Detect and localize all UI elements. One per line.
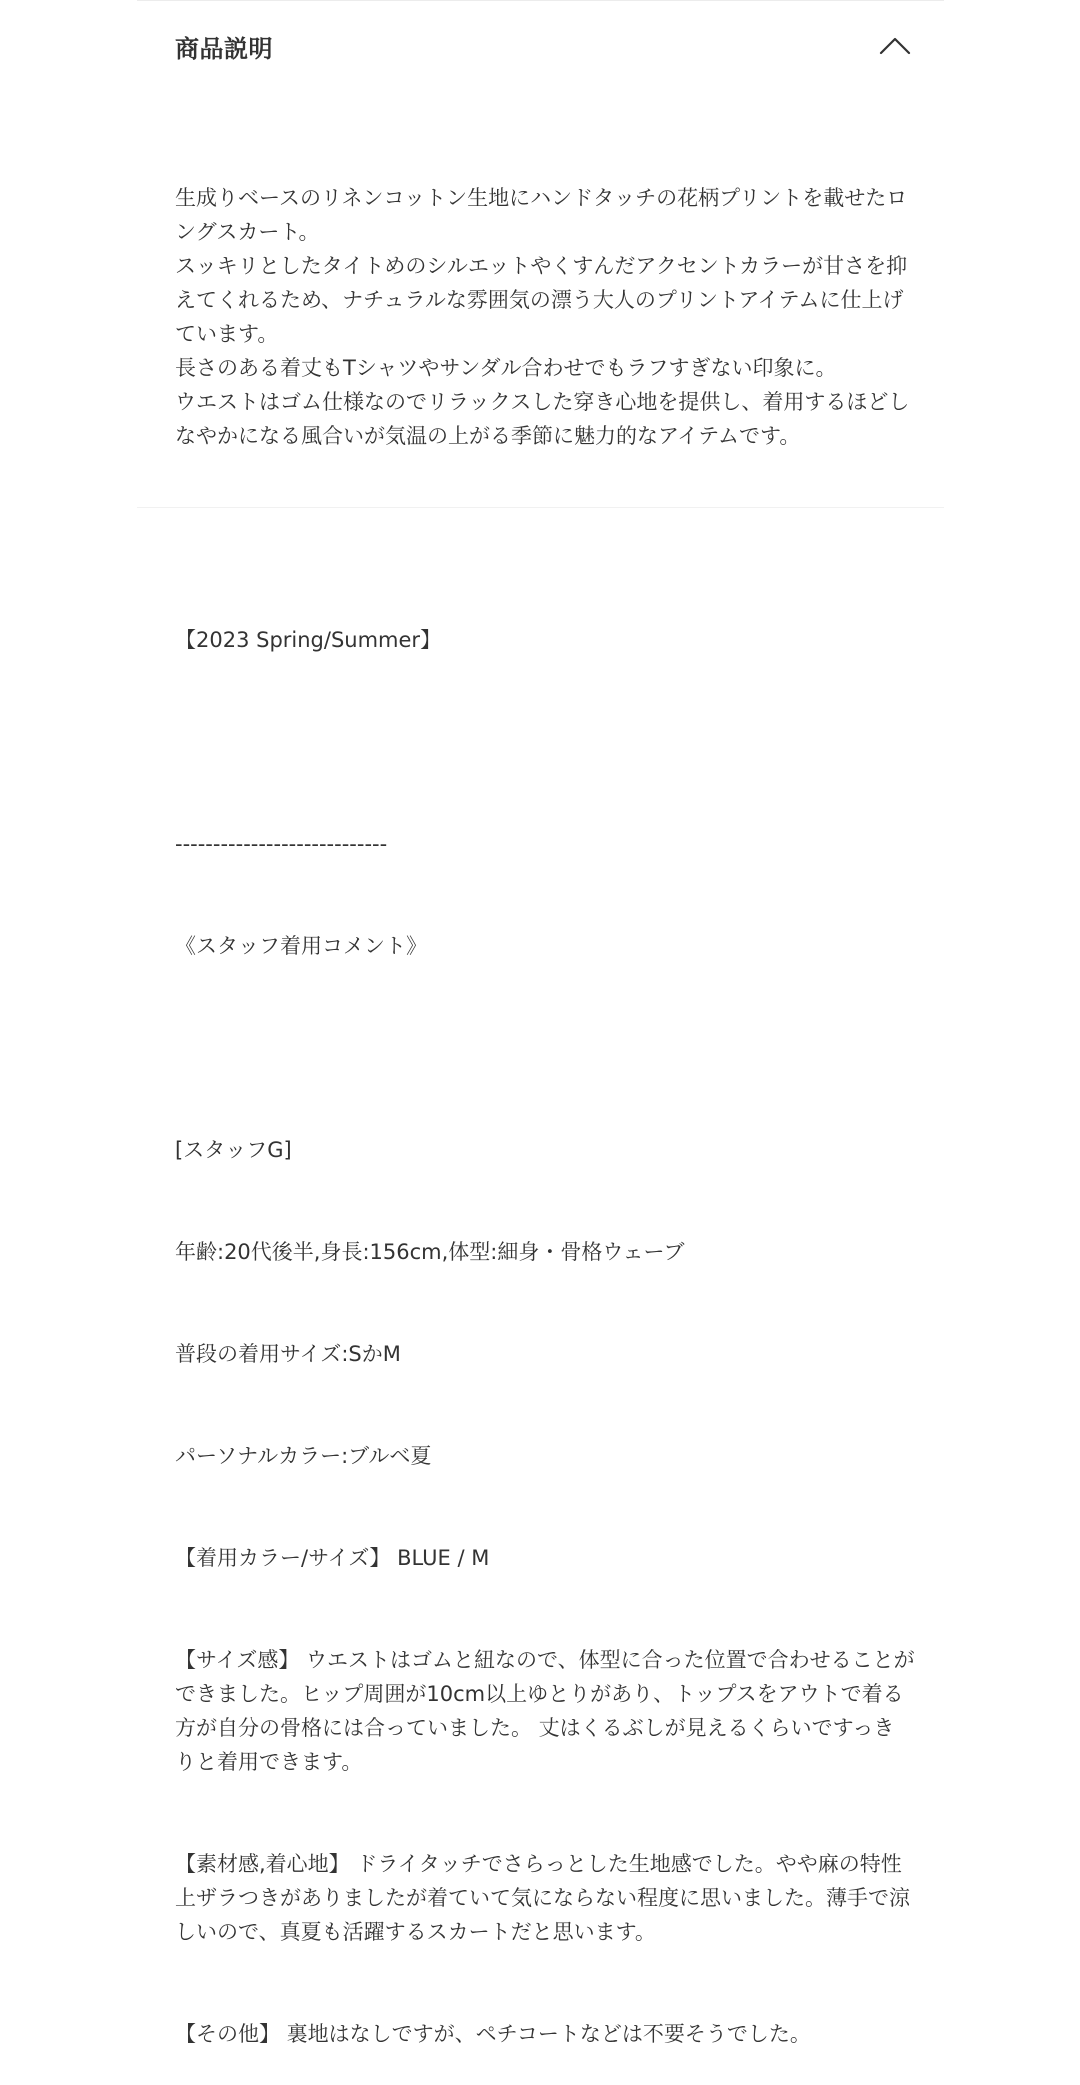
worn-color-size: 【着用カラー/サイズ】 BLUE / M — [175, 1546, 490, 1570]
staff-comment-heading: 《スタッフ着用コメント》 — [175, 934, 427, 958]
description-body — [175, 113, 915, 2085]
accordion-header[interactable] — [175, 22, 915, 70]
intro-text: 生成りベースのリネンコットン生地にハンドタッチの花柄プリントを載せたロングスカート。 スッキリとしたタイトめのシルエットやくすんだアクセントカラーが甘さを抑えてくれるため、ナチュラルな雰囲気の漂う大人のプリントアイテムに仕上げています。 長さのある着丈もTシャツやサンダル合わせでもラフすぎない印象に。 ウエストはゴム仕様なのでリラックスした穿き心地を提供し、着用するほどしなやかになる風合いが気温の上がる季節に魅力的なアイテムです。 — [175, 186, 910, 448]
top-divider — [137, 0, 944, 1]
staff-name: [スタッフG] — [175, 1138, 292, 1162]
material-feel-comment: 【素材感,着心地】 ドライタッチでさらっとした生地感でした。やや麻の特性上ザラつきがありましたが着ていて気にならない程度に思いました。薄手で涼しいので、真夏も活躍するスカートだと思います。 — [175, 1852, 910, 1944]
size-feel-comment: 【サイズ感】 ウエストはゴムと紐なので、体型に合った位置で合わせることができました。ヒップ周囲が10cm以上ゆとりがあり、トップスをアウトで着る方が自分の骨格には合っていました。 丈はくるぶしが見えるくらいですっきりと着用できます。 — [175, 1648, 915, 1774]
usual-size: 普段の着用サイズ:SかM — [175, 1342, 401, 1366]
season-text: 【2023 Spring/Summer】 — [175, 628, 442, 652]
personal-color: パーソナルカラー:ブルベ夏 — [175, 1444, 432, 1468]
dashed-divider-text: ---------------------------- — [175, 832, 388, 856]
other-comment: 【その他】 裏地はなしですが、ペチコートなどは不要そうでした。 — [175, 2022, 811, 2046]
section-title: 商品説明 — [175, 34, 273, 63]
staff-profile: 年齢:20代後半,身長:156cm,体型:細身・骨格ウェーブ — [175, 1240, 685, 1264]
chevron-up-icon — [879, 36, 911, 56]
collapse-toggle-button[interactable] — [875, 26, 915, 66]
